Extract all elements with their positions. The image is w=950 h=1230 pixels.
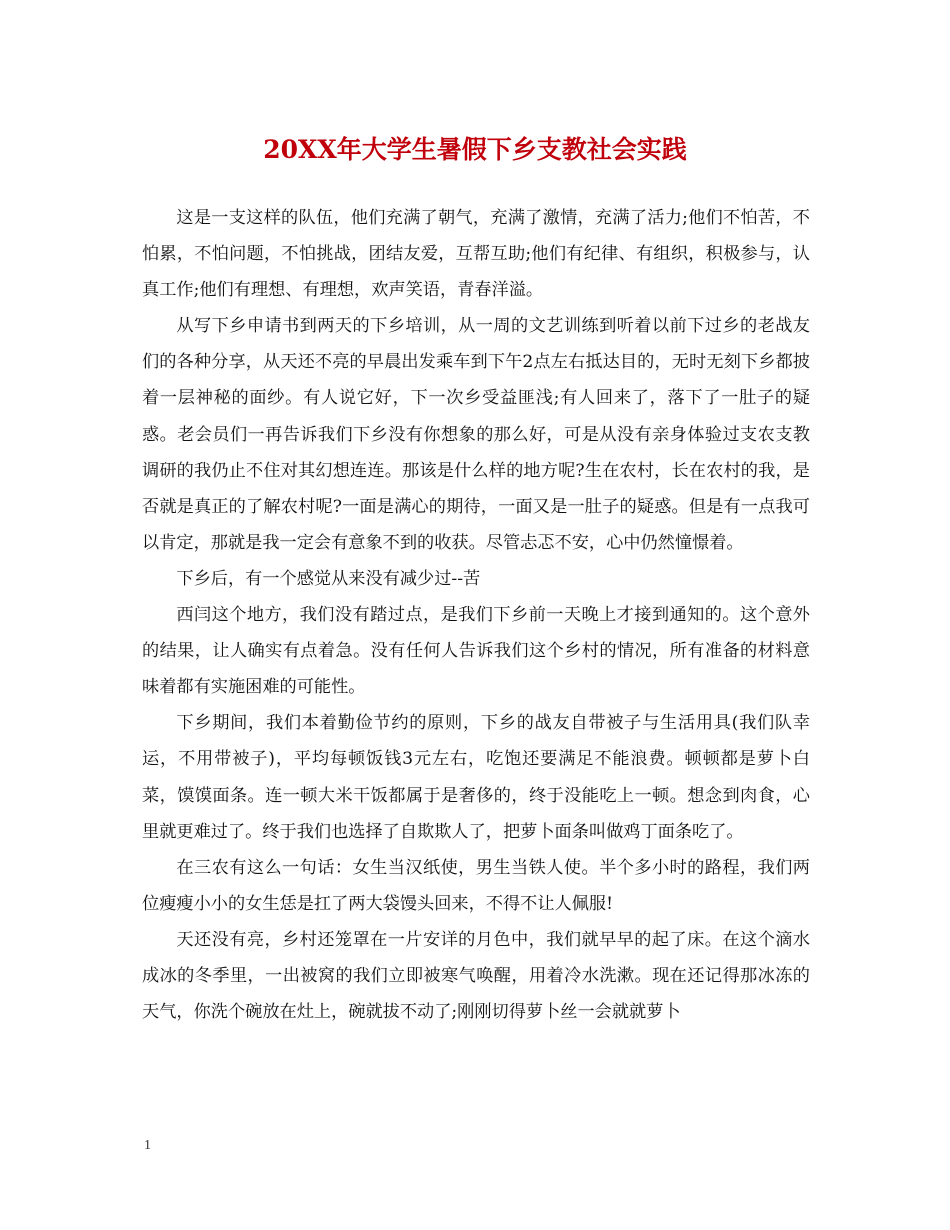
paragraph-6: 在三农有这么一句话：女生当汉纸使，男生当铁人使。半个多小时的路程，我们两位瘦瘦小小的女生恁是扛了两大袋馒头回来，不得不让人佩服! [142, 857, 810, 914]
page-number: 1 [144, 1138, 151, 1153]
paragraph-2: 从写下乡申请书到两天的下乡培训，从一周的文艺训练到听着以前下过乡的老战友们的各种分享，从天还不亮的早晨出发乘车到下午2点左右抵达目的，无时无刻下乡都披着一层神秘的面纱。有人说它好，下一次乡受益匪浅;有人回来了，落下了一肚子的疑惑。老会员们一再告诉我们下乡没有你想象的那么好，可是从没有亲身体验过支农支教调研的我仍止不住对其幻想连连。那该是什么样的地方呢?生在农村，长在农村的我，是否就是真正的了解农村呢?一面是满心的期待，一面又是一肚子的疑惑。但是有一点我可以肯定，那就是我一定会有意象不到的收获。尽管忐忑不安，心中仍然憧憬着。 [142, 316, 810, 553]
document-title: 20XX年大学生暑假下乡支教社会实践 [263, 135, 687, 164]
paragraph-5: 下乡期间，我们本着勤俭节约的原则，下乡的战友自带被子与生活用具(我们队幸运，不用带被子)，平均每顿饭钱3元左右，吃饱还要满足不能浪费。顿顿都是萝卜白菜，馍馍面条。连一顿大米干饭都属于是奢侈的，终于没能吃上一顿。想念到肉食，心里就更难过了。终于我们也选择了自欺欺人了，把萝卜面条叫做鸡丁面条吃了。 [142, 713, 810, 842]
document-body [142, 200, 810, 1030]
paragraph-7: 天还没有亮，乡村还笼罩在一片安详的月色中，我们就早早的起了床。在这个滴水成冰的冬季里，一出被窝的我们立即被寒气唤醒，用着冷水洗漱。现在还记得那冰冻的天气，你洗个碗放在灶上，碗就拔不动了;刚刚切得萝卜丝一会就就萝卜 [142, 929, 810, 1023]
paragraph-4: 西闫这个地方，我们没有踏过点，是我们下乡前一天晚上才接到通知的。这个意外的结果，让人确实有点着急。没有任何人告诉我们这个乡村的情况，所有准备的材料意味着都有实施困难的可能性。 [142, 605, 810, 698]
paragraph-3: 下乡后，有一个感觉从来没有减少过--苦 [176, 568, 481, 589]
paragraph-1: 这是一支这样的队伍，他们充满了朝气，充满了激情，充满了活力;他们不怕苦，不怕累，不怕问题，不怕挑战，团结友爱，互帮互助;他们有纪律、有组织，积极参与，认真工作;他们有理想、有理想，欢声笑语，青春洋溢。 [142, 208, 810, 301]
